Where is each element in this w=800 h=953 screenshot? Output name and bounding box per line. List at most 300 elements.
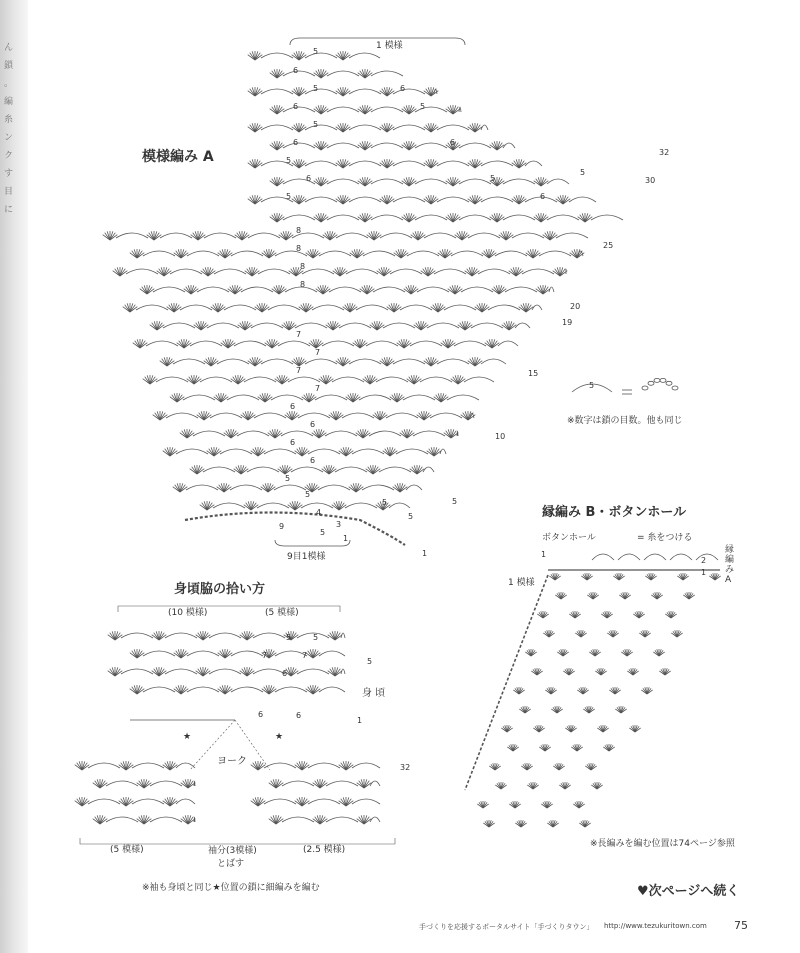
chain-arc <box>488 305 520 310</box>
chain-arc <box>525 161 542 166</box>
chain-arc <box>186 485 218 490</box>
chain-arc <box>227 395 259 400</box>
chain-stitch <box>666 381 672 385</box>
chain-arc <box>136 305 168 310</box>
chain-arc <box>549 287 554 292</box>
chain-arc <box>194 817 195 822</box>
chain-count: 5 <box>313 84 319 93</box>
row-label: 1 <box>701 568 707 577</box>
chain-arc <box>213 503 245 508</box>
chain-arc <box>203 467 235 472</box>
gutter-char: ク <box>4 151 14 161</box>
edging-note: ※長編みを編む位置は74ページ参照 <box>590 839 735 849</box>
chain-count: 6 <box>306 174 312 183</box>
chain-stitch <box>648 381 654 385</box>
chain-arc <box>193 431 225 436</box>
chain-arc <box>204 233 236 238</box>
chain-arc <box>176 449 208 454</box>
chain-arc <box>143 687 175 692</box>
chain-arc <box>478 269 510 274</box>
chain-arc <box>393 161 425 166</box>
chain-arc <box>166 413 198 418</box>
chain-arc <box>298 413 330 418</box>
chain-arc <box>209 669 241 674</box>
chain-arc <box>253 633 285 638</box>
chain-arc <box>481 197 513 202</box>
chain-arc <box>176 799 195 804</box>
chain-note-lhs: 5 <box>589 381 595 390</box>
chain-arc <box>282 781 314 786</box>
chain-arc <box>327 215 359 220</box>
gutter-char: に <box>4 205 14 215</box>
chain-arc <box>327 179 359 184</box>
chain-arc <box>156 377 188 382</box>
row-label: 1 <box>422 549 428 558</box>
chain-arc <box>434 269 466 274</box>
chain-arc <box>312 305 344 310</box>
chain-arc <box>153 287 185 292</box>
gutter-char: 目 <box>4 187 14 197</box>
chain-arc <box>569 197 596 202</box>
chain-count: 7 <box>296 330 302 339</box>
pickup-bottom-center: 袖分(3模様) <box>208 846 257 856</box>
chain-arc <box>165 633 197 638</box>
chain-arc <box>150 817 182 822</box>
pickup-bottom-right: (2.5 模様) <box>303 845 346 855</box>
foundation-chain <box>185 513 405 546</box>
chain-arc <box>190 341 222 346</box>
chain-arc <box>194 781 195 786</box>
chain-arc <box>379 467 411 472</box>
yarn-note: = 糸をつける <box>637 533 693 543</box>
chain-arc <box>106 781 138 786</box>
chain-arc <box>261 53 293 58</box>
chain-count: 5 <box>286 192 292 201</box>
chain-arc <box>282 817 314 822</box>
chain-arc <box>163 323 195 328</box>
chain-count: 7 <box>296 366 302 375</box>
chain-arc <box>88 763 120 768</box>
chain-arc <box>275 687 307 692</box>
chain-arc <box>370 817 380 822</box>
chain-arc <box>503 179 535 184</box>
chain-arc <box>400 305 432 310</box>
chain-arc <box>547 179 569 184</box>
gutter-char: ん <box>4 43 14 53</box>
gutter-char: 鎖 <box>4 61 14 71</box>
chain-arc <box>371 143 403 148</box>
pickup-bottom-left: (5 模様) <box>110 845 144 855</box>
chain-arc <box>371 71 403 76</box>
chain-count: 7 <box>315 384 321 393</box>
chain-arc <box>271 395 303 400</box>
chain-count: 7 <box>315 348 321 357</box>
chain-count: 6 <box>282 669 288 678</box>
chain-count: 5 <box>382 498 388 507</box>
chain-arc <box>187 251 219 256</box>
chain-arc <box>362 485 394 490</box>
chain-arc <box>237 431 269 436</box>
chain-arc <box>291 467 323 472</box>
row-label: 15 <box>528 369 539 378</box>
chain-arc <box>644 554 666 560</box>
chain-count: 5 <box>580 168 586 177</box>
bottom-num: 9 <box>279 522 285 531</box>
chain-arc <box>264 763 296 768</box>
row-label: 32 <box>659 148 670 157</box>
chain-arc <box>547 215 579 220</box>
chain-count: 8 <box>300 280 306 289</box>
chain-arc <box>349 125 381 130</box>
chain-note: ※数字は鎖の目数。他も同じ <box>567 416 683 426</box>
chain-arc <box>352 449 384 454</box>
gutter-char: す <box>4 169 14 179</box>
chain-arc <box>447 395 479 400</box>
chain-count: 8 <box>300 262 306 271</box>
chain-arc <box>393 197 425 202</box>
chain-count: 6 <box>310 420 316 429</box>
chain-arc <box>363 251 395 256</box>
chain-arc <box>371 179 403 184</box>
chain-arc <box>275 251 307 256</box>
chain-arc <box>459 143 491 148</box>
chain-arc <box>308 799 340 804</box>
chain-arc <box>327 71 359 76</box>
chain-arc <box>288 377 320 382</box>
chain-arc <box>248 233 280 238</box>
chain-arc <box>207 323 239 328</box>
chain-arc <box>345 503 377 508</box>
chain-arc <box>180 305 212 310</box>
chain-arc <box>170 269 202 274</box>
chain-count: 6 <box>293 138 299 147</box>
pickup-top-right: (5 模様) <box>265 608 299 618</box>
chain-arc <box>327 143 359 148</box>
chain-count: 5 <box>305 490 311 499</box>
chain-arc <box>539 251 571 256</box>
chain-arc <box>326 817 358 822</box>
row-label: 5 <box>452 497 458 506</box>
chain-arc <box>335 467 367 472</box>
pattern-a-title: 模様編み A <box>142 149 214 165</box>
chain-arc <box>308 763 340 768</box>
chain-arc <box>197 287 229 292</box>
row-label: 1 <box>541 550 547 559</box>
chain-count: 6 <box>258 710 264 719</box>
chain-arc <box>459 215 491 220</box>
chain-arc <box>332 377 364 382</box>
chain-arc <box>495 251 527 256</box>
chain-arc <box>209 633 241 638</box>
chain-arc <box>231 251 263 256</box>
chain-count: 5 <box>313 633 319 642</box>
chain-arc <box>459 179 491 184</box>
chain-count: 3 <box>336 520 342 529</box>
edging-b-title: 縁編み B・ボタンホール <box>542 505 687 520</box>
chain-arc <box>121 633 153 638</box>
chain-arc <box>283 143 315 148</box>
chain-arc <box>424 233 456 238</box>
chain-arc <box>305 161 337 166</box>
chain-arc <box>403 395 435 400</box>
chain-arc <box>444 305 476 310</box>
row-label: 1 <box>357 716 363 725</box>
chain-count: 5 <box>420 102 426 111</box>
chain-arc <box>505 287 537 292</box>
pickup-bottom-center2: とばす <box>217 859 245 869</box>
chain-arc <box>187 651 219 656</box>
chain-arc <box>427 323 459 328</box>
chain-arc <box>406 485 422 490</box>
chain-arc <box>318 485 350 490</box>
chain-arc <box>457 431 458 436</box>
pickup-note: ※袖も身頃と同じ★位置の鎖に細編みを編む <box>142 883 320 893</box>
chain-count: 5 <box>313 120 319 129</box>
row-label: 2 <box>701 556 707 565</box>
chain-arc <box>200 377 232 382</box>
chain-count: 7 <box>302 651 308 660</box>
body-label: 身 頃 <box>362 688 386 699</box>
chain-arc <box>305 197 337 202</box>
chain-arc <box>410 341 442 346</box>
chain-arc <box>224 305 256 310</box>
chain-arc <box>512 233 544 238</box>
chain-arc <box>498 341 518 346</box>
chain-arc <box>116 233 148 238</box>
chain-arc <box>437 197 469 202</box>
chain-arc <box>373 287 405 292</box>
footer-url[interactable]: http://www.tezukuritown.com <box>604 922 707 930</box>
chain-arc <box>556 233 588 238</box>
chain-arc <box>132 799 164 804</box>
footer-text: 手づくりを応援するポータルサイト「手づくりタウン」 <box>419 923 594 931</box>
chain-arc <box>349 89 381 94</box>
chain-arc <box>210 413 242 418</box>
chain-arc <box>390 269 422 274</box>
chain-arc <box>220 449 252 454</box>
chain-arc <box>349 359 381 364</box>
chain-arc <box>437 125 469 130</box>
chain-arc <box>305 125 337 130</box>
chain-arc <box>413 431 445 436</box>
chain-arc <box>264 799 296 804</box>
chain-count: 8 <box>296 244 302 253</box>
chain-arc <box>326 781 358 786</box>
chain-arc <box>217 359 249 364</box>
chain-arc <box>160 233 192 238</box>
chain-arc <box>261 89 293 94</box>
chain-arc <box>315 395 347 400</box>
chain-arc <box>380 233 412 238</box>
chain-arc <box>231 651 263 656</box>
chain-arc <box>670 554 692 560</box>
chain-arc <box>440 449 446 454</box>
chain-arc <box>696 554 718 560</box>
row-label: 19 <box>562 318 573 327</box>
chain-arc <box>258 269 290 274</box>
chain-arc <box>281 431 313 436</box>
edging-side-chain <box>465 575 548 790</box>
chain-arc <box>241 287 273 292</box>
bottom-num: 5 <box>320 528 326 537</box>
pickup-top-left: (10 模様) <box>168 608 208 618</box>
chain-arc <box>393 359 425 364</box>
chain-count: 5 <box>490 174 496 183</box>
chain-arc <box>187 687 219 692</box>
chain-arc <box>244 377 276 382</box>
chain-stitch <box>654 378 660 382</box>
chain-arc <box>132 763 164 768</box>
chain-count: 5 <box>286 156 292 165</box>
chain-arc <box>592 554 614 560</box>
chain-arc <box>150 781 182 786</box>
chain-arc <box>415 143 447 148</box>
chain-arc <box>349 161 381 166</box>
chain-arc <box>327 107 359 112</box>
chain-arc <box>366 341 398 346</box>
repeat-bracket <box>275 540 350 546</box>
chain-arc <box>459 107 461 112</box>
edging-repeat: 1 模様 <box>508 578 535 588</box>
row-label: 10 <box>495 432 506 441</box>
chain-count: 8 <box>296 226 302 235</box>
gutter-char: ン <box>4 133 14 143</box>
chain-arc <box>515 323 530 328</box>
pickup-bracket <box>118 606 340 612</box>
chain-arc <box>471 323 503 328</box>
row-label: 32 <box>400 763 411 772</box>
chain-arc <box>420 377 452 382</box>
chain-arc <box>305 53 337 58</box>
gutter-char: 編 <box>4 97 14 107</box>
chain-arc <box>319 651 345 656</box>
chain-arc <box>308 449 340 454</box>
chain-arc <box>283 215 315 220</box>
chain-arc <box>251 323 283 328</box>
chain-arc <box>325 431 357 436</box>
chain-arc <box>143 251 175 256</box>
chain-arc <box>349 197 381 202</box>
chain-count: 7 <box>262 651 268 660</box>
chain-arc <box>302 269 334 274</box>
chain-arc <box>481 125 488 130</box>
chain-arc <box>481 161 513 166</box>
chain-arc <box>305 89 337 94</box>
chain-arc <box>376 377 408 382</box>
chain-count: 6 <box>293 66 299 75</box>
chain-arc <box>319 251 351 256</box>
chain-count: 6 <box>290 438 296 447</box>
chain-arc <box>283 71 315 76</box>
chain-arc <box>214 269 246 274</box>
chain-arc <box>407 251 439 256</box>
chain-arc <box>319 687 345 692</box>
chain-count: 6 <box>296 711 302 720</box>
chain-arc <box>253 669 285 674</box>
chain-arc <box>183 395 215 400</box>
star-mark: ★ <box>275 732 284 742</box>
chain-arc <box>532 305 542 310</box>
chain-arc <box>234 341 266 346</box>
chain-arc <box>415 179 447 184</box>
chain-arc <box>454 341 486 346</box>
chain-count: 5 <box>313 47 319 56</box>
chain-arc <box>370 781 380 786</box>
chain-arc <box>295 323 327 328</box>
chain-count: 6 <box>450 138 456 147</box>
chain-stitch <box>642 386 648 390</box>
chain-arc <box>618 554 640 560</box>
chain-arc <box>165 669 197 674</box>
chain-arc <box>393 89 425 94</box>
chain-count: 4 <box>316 508 322 517</box>
chain-stitch <box>672 386 678 390</box>
chain-arc <box>342 413 374 418</box>
chain-arc <box>173 359 205 364</box>
chain-arc <box>254 413 286 418</box>
chain-arc <box>349 53 380 58</box>
pickup-title: 身頃脇の拾い方 <box>174 582 266 597</box>
chain-arc <box>336 233 368 238</box>
chain-arc <box>230 485 262 490</box>
row-label: 30 <box>645 176 656 185</box>
chain-arc <box>371 107 403 112</box>
chain-arc <box>464 377 494 382</box>
chain-count: 6 <box>540 192 546 201</box>
chain-arc <box>305 359 337 364</box>
chain-arc <box>591 215 623 220</box>
chain-arc <box>417 287 449 292</box>
chain-arc <box>106 817 138 822</box>
chain-arc <box>278 341 310 346</box>
chain-arc <box>423 467 434 472</box>
chain-arc <box>257 503 289 508</box>
star-mark: ★ <box>183 732 192 742</box>
chain-arc <box>339 323 371 328</box>
chain-arc <box>371 215 403 220</box>
chain-arc <box>247 467 279 472</box>
chain-arc <box>322 341 354 346</box>
chain-arc <box>396 449 428 454</box>
chain-arc <box>359 395 391 400</box>
side-label: 縁編み A <box>725 545 735 585</box>
chain-arc <box>451 251 483 256</box>
chain-count: 6 <box>400 84 406 93</box>
chain-arc <box>503 215 535 220</box>
pattern-a-bottom-repeat: 9目1模様 <box>287 552 326 562</box>
chain-arc <box>383 323 415 328</box>
row-label: 20 <box>570 302 581 311</box>
chain-arc <box>522 269 554 274</box>
chain-arc <box>341 669 345 674</box>
row-label: 5 <box>367 657 373 666</box>
chain-arc <box>329 287 361 292</box>
chain-arc <box>126 269 158 274</box>
chain-arc <box>430 413 462 418</box>
chain-arc <box>146 341 178 346</box>
gutter-char: 糸 <box>4 115 14 125</box>
chain-arc <box>261 125 293 130</box>
chain-arc <box>503 143 515 148</box>
chain-stitch <box>660 378 666 382</box>
chain-arc <box>143 651 175 656</box>
chain-arc <box>121 669 153 674</box>
chain-count: 5 <box>286 633 292 642</box>
continue-link[interactable]: ♥次ページへ続く <box>637 884 740 899</box>
chain-count: 6 <box>290 402 296 411</box>
chain-arc <box>437 161 469 166</box>
chain-count: 6 <box>310 456 316 465</box>
